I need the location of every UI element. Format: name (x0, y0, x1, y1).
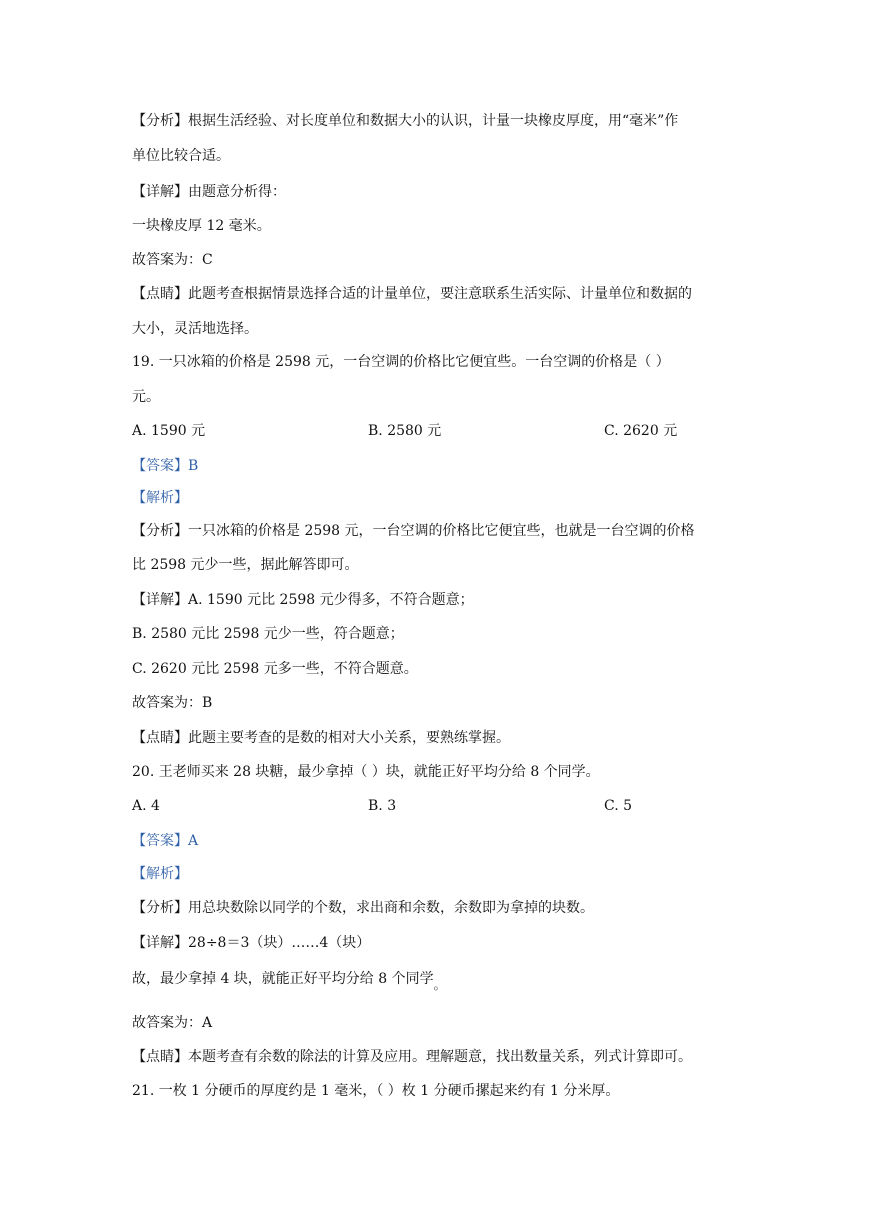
q19-detail-line-3: C. 2620 元比 2598 元多一些，不符合题意。 (132, 661, 418, 677)
q18-analysis-line-2: 单位比较合适。 (132, 148, 230, 164)
q19-analysis-line-1: 【分析】一只冰箱的价格是 2598 元，一台空调的价格比它便宜些，也就是一台空调的价格 (132, 523, 695, 539)
q20-option-a: A. 4 (132, 798, 160, 814)
q19-question-line-1: 19. 一只冰箱的价格是 2598 元，一台空调的价格比它便宜些。一台空调的价格是（ ） (132, 354, 670, 370)
q20-question-line: 20. 王老师买来 28 块糖，最少拿掉（ ）块，就能正好平均分给 8 个同学。 (132, 764, 600, 780)
q20-conclusion-period: 。 (433, 978, 446, 992)
q19-jiexi-label: 【解析】 (132, 490, 188, 506)
q20-detail-line: 【详解】28÷8＝3（块）……4（块） (132, 935, 371, 951)
q20-conclusion-line (132, 969, 446, 992)
q18-detail-heading: 【详解】由题意分析得： (132, 184, 286, 200)
q19-answer-label: 【答案】B (132, 458, 199, 474)
q19-option-c: C. 2620 元 (604, 423, 678, 439)
q20-comment-line: 【点睛】本题考查有余数的除法的计算及应用。理解题意，找出数量关系，列式计算即可。 (132, 1049, 692, 1065)
q20-analysis-line: 【分析】用总块数除以同学的个数，求出商和余数，余数即为拿掉的块数。 (132, 900, 594, 916)
q18-answer-line: 故答案为：C (132, 252, 213, 268)
q18-detail-line: 一块橡皮厚 12 毫米。 (132, 218, 271, 234)
q18-comment-line-1: 【点睛】此题考查根据情景选择合适的计量单位，要注意联系生活实际、计量单位和数据的 (132, 286, 692, 302)
q19-question-line-2: 元。 (132, 389, 160, 405)
q19-comment-line: 【点睛】此题主要考查的是数的相对大小关系，要熟练掌握。 (132, 730, 510, 746)
q19-detail-line-1: 【详解】A. 1590 元比 2598 元少得多，不符合题意； (132, 592, 474, 608)
q18-analysis-line-1: 【分析】根据生活经验、对长度单位和数据大小的认识，计量一块橡皮厚度，用“毫米”作 (132, 113, 679, 129)
q20-answer-line: 故答案为：A (132, 1015, 213, 1031)
q20-option-b: B. 3 (368, 798, 397, 814)
q20-jiexi-label: 【解析】 (132, 866, 188, 882)
q19-analysis-line-2: 比 2598 元少一些，据此解答即可。 (132, 557, 359, 573)
q20-conclusion-text: 故，最少拿掉 4 块，就能正好平均分给 8 个同学 (132, 971, 434, 987)
q20-answer-label: 【答案】A (132, 833, 199, 849)
q20-option-c: C. 5 (604, 798, 633, 814)
q19-answer-line: 故答案为：B (132, 695, 213, 711)
q19-detail-line-2: B. 2580 元比 2598 元少一些，符合题意； (132, 626, 404, 642)
q18-comment-line-2: 大小，灵活地选择。 (132, 321, 258, 337)
q19-option-a: A. 1590 元 (132, 423, 206, 439)
q21-question-line: 21. 一枚 1 分硬币的厚度约是 1 毫米，（ ）枚 1 分硬币摞起来约有 1 分米厚。 (132, 1083, 620, 1099)
q19-option-b: B. 2580 元 (368, 423, 442, 439)
